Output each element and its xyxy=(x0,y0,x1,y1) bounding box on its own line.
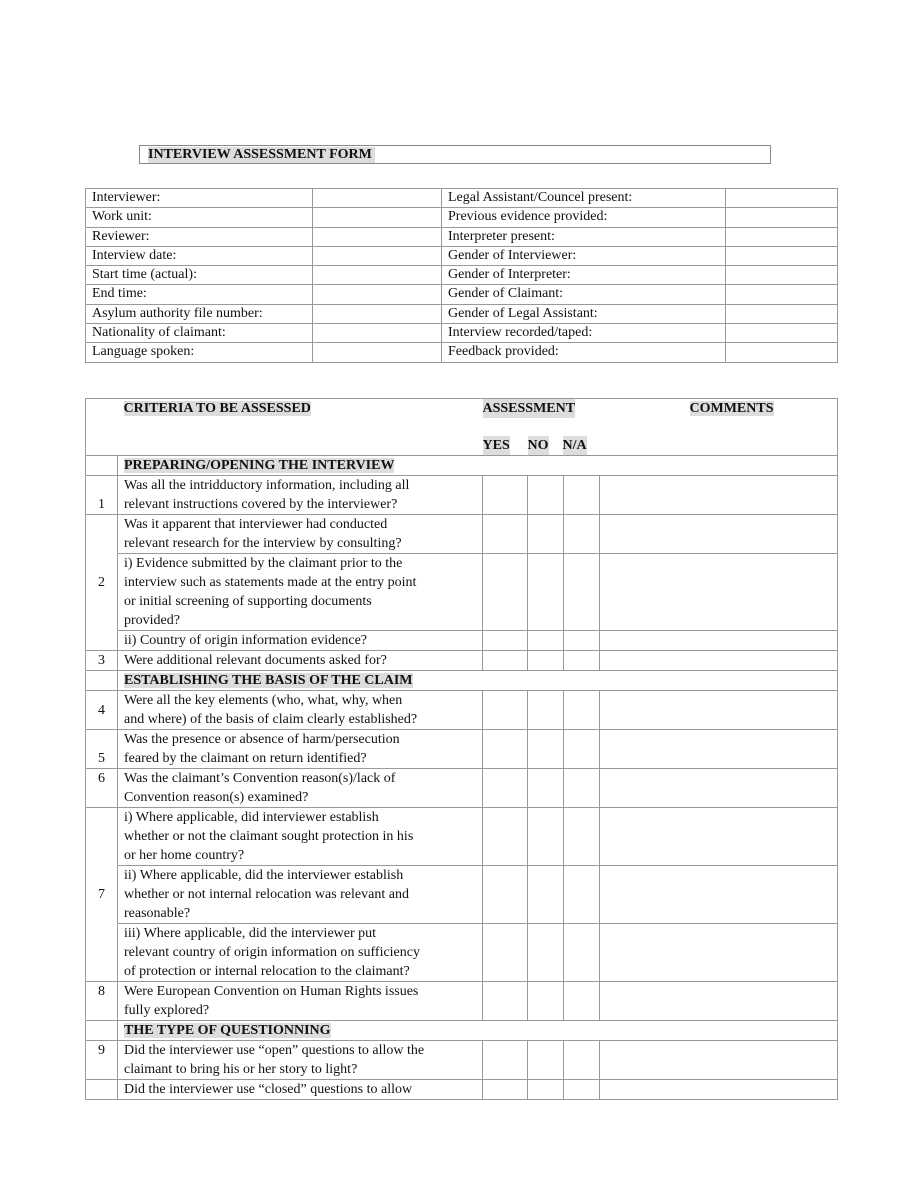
details-table xyxy=(85,188,838,363)
na-checkbox[interactable] xyxy=(564,1080,600,1100)
field-value[interactable] xyxy=(313,285,442,304)
field-label: Interview recorded/taped: xyxy=(442,324,726,343)
no-checkbox[interactable] xyxy=(528,769,564,808)
field-label: Gender of Claimant: xyxy=(442,285,726,304)
yes-checkbox[interactable] xyxy=(483,769,528,808)
field-value[interactable] xyxy=(726,343,838,362)
no-checkbox[interactable] xyxy=(528,651,564,671)
criteria-row xyxy=(86,1041,838,1080)
no-checkbox[interactable] xyxy=(528,1080,564,1100)
field-label: Nationality of claimant: xyxy=(86,324,313,343)
form-title-box xyxy=(139,145,771,164)
field-label: Language spoken: xyxy=(86,343,313,362)
assessment-heading: ASSESSMENT xyxy=(482,401,576,416)
yes-checkbox[interactable] xyxy=(483,1041,528,1080)
section-heading: THE TYPE OF QUESTIONNING xyxy=(124,1023,331,1038)
details-row xyxy=(86,227,838,246)
yes-checkbox[interactable] xyxy=(483,924,528,982)
comments-field[interactable] xyxy=(600,924,838,982)
criteria-table xyxy=(85,398,838,1100)
field-value[interactable] xyxy=(313,304,442,323)
criteria-question: i) Where applicable, did interviewer establish whether or not the claimant sought protection in his or her home country? xyxy=(118,808,483,866)
details-row xyxy=(86,246,838,265)
comments-field[interactable] xyxy=(600,651,838,671)
no-checkbox[interactable] xyxy=(528,1041,564,1080)
criteria-question: Did the interviewer use “open” questions to allow the claimant to bring his or her story to light? xyxy=(118,1041,483,1080)
field-label: Interviewer: xyxy=(86,189,313,208)
comments-field[interactable] xyxy=(600,476,838,515)
field-label: Interview date: xyxy=(86,246,313,265)
yes-checkbox[interactable] xyxy=(483,691,528,730)
details-row xyxy=(86,208,838,227)
na-checkbox[interactable] xyxy=(564,730,600,769)
yes-checkbox[interactable] xyxy=(483,651,528,671)
details-row xyxy=(86,266,838,285)
yes-checkbox[interactable] xyxy=(483,808,528,866)
criteria-question: Did the interviewer use “closed” questions to allow xyxy=(118,1080,483,1100)
criteria-question: Was the claimant’s Convention reason(s)/lack of Convention reason(s) examined? xyxy=(118,769,483,808)
comments-field[interactable] xyxy=(600,691,838,730)
field-label: Feedback provided: xyxy=(442,343,726,362)
criteria-question: ii) Where applicable, did the interviewer establish whether or not internal relocation was relevant and reasonable? xyxy=(118,866,483,924)
criteria-question: Were all the key elements (who, what, why, when and where) of the basis of claim clearly established? xyxy=(118,691,483,730)
field-label: Gender of Legal Assistant: xyxy=(442,304,726,323)
no-checkbox[interactable] xyxy=(528,808,564,866)
section-heading: PREPARING/OPENING THE INTERVIEW xyxy=(124,458,395,473)
field-value[interactable] xyxy=(726,266,838,285)
yes-checkbox[interactable] xyxy=(483,631,528,651)
na-checkbox[interactable] xyxy=(564,651,600,671)
no-checkbox[interactable] xyxy=(528,924,564,982)
yes-heading: YES xyxy=(482,438,510,453)
criteria-row xyxy=(86,691,838,730)
yes-checkbox[interactable] xyxy=(483,982,528,1021)
criteria-row xyxy=(86,866,838,924)
na-checkbox[interactable] xyxy=(564,554,600,631)
criteria-heading: CRITERIA TO BE ASSESSED xyxy=(123,401,311,416)
criteria-row xyxy=(86,769,838,808)
field-value[interactable] xyxy=(313,266,442,285)
criteria-number: 7 xyxy=(86,808,118,982)
comments-field[interactable] xyxy=(600,515,838,554)
field-label: End time: xyxy=(86,285,313,304)
no-checkbox[interactable] xyxy=(528,691,564,730)
criteria-number: 9 xyxy=(86,1041,118,1080)
na-checkbox[interactable] xyxy=(564,631,600,651)
criteria-row xyxy=(86,515,838,554)
no-checkbox[interactable] xyxy=(528,554,564,631)
criteria-row xyxy=(86,631,838,651)
yes-checkbox[interactable] xyxy=(483,476,528,515)
field-label: Previous evidence provided: xyxy=(442,208,726,227)
criteria-number: 5 xyxy=(86,730,118,769)
field-value[interactable] xyxy=(313,343,442,362)
yes-checkbox[interactable] xyxy=(483,866,528,924)
criteria-question: ii) Country of origin information evidence? xyxy=(118,631,483,651)
field-value[interactable] xyxy=(726,189,838,208)
na-checkbox[interactable] xyxy=(564,515,600,554)
no-checkbox[interactable] xyxy=(528,730,564,769)
details-row xyxy=(86,189,838,208)
criteria-number: 1 xyxy=(86,476,118,515)
no-checkbox[interactable] xyxy=(528,866,564,924)
criteria-question: Were European Convention on Human Rights issues fully explored? xyxy=(118,982,483,1021)
no-checkbox[interactable] xyxy=(528,982,564,1021)
na-checkbox[interactable] xyxy=(564,769,600,808)
criteria-row xyxy=(86,808,838,866)
comments-field[interactable] xyxy=(600,554,838,631)
no-checkbox[interactable] xyxy=(528,515,564,554)
criteria-row xyxy=(86,1080,838,1100)
na-checkbox[interactable] xyxy=(564,866,600,924)
details-row xyxy=(86,304,838,323)
field-label: Asylum authority file number: xyxy=(86,304,313,323)
criteria-question: Was all the intridductory information, including all relevant instructions covered by the interviewer? xyxy=(118,476,483,515)
na-checkbox[interactable] xyxy=(564,982,600,1021)
section-heading: ESTABLISHING THE BASIS OF THE CLAIM xyxy=(124,673,413,688)
section-row xyxy=(86,456,838,476)
field-value[interactable] xyxy=(726,324,838,343)
yes-checkbox[interactable] xyxy=(483,554,528,631)
field-label: Work unit: xyxy=(86,208,313,227)
field-value[interactable] xyxy=(726,285,838,304)
comments-heading: COMMENTS xyxy=(689,401,774,416)
criteria-row xyxy=(86,476,838,515)
comments-field[interactable] xyxy=(600,769,838,808)
criteria-row xyxy=(86,982,838,1021)
field-label: Gender of Interviewer: xyxy=(442,246,726,265)
criteria-number: 2 xyxy=(86,515,118,651)
details-row xyxy=(86,285,838,304)
comments-field[interactable] xyxy=(600,730,838,769)
comments-field[interactable] xyxy=(600,1080,838,1100)
field-value[interactable] xyxy=(726,246,838,265)
field-value[interactable] xyxy=(726,304,838,323)
na-checkbox[interactable] xyxy=(564,1041,600,1080)
criteria-row xyxy=(86,651,838,671)
criteria-row xyxy=(86,554,838,631)
field-value[interactable] xyxy=(726,227,838,246)
no-heading: NO xyxy=(527,438,549,453)
field-label: Interpreter present: xyxy=(442,227,726,246)
criteria-question: Was it apparent that interviewer had conducted relevant research for the interview by consulting? xyxy=(118,515,483,554)
criteria-question: i) Evidence submitted by the claimant prior to the interview such as statements made at the entry point or initial screening of supporting documents provided? xyxy=(118,554,483,631)
criteria-header-row xyxy=(86,399,838,456)
na-checkbox[interactable] xyxy=(564,924,600,982)
na-heading: N/A xyxy=(562,438,587,453)
yes-checkbox[interactable] xyxy=(483,730,528,769)
criteria-question: Were additional relevant documents asked for? xyxy=(118,651,483,671)
yes-checkbox[interactable] xyxy=(483,1080,528,1100)
criteria-question: Was the presence or absence of harm/persecution feared by the claimant on return identified? xyxy=(118,730,483,769)
na-checkbox[interactable] xyxy=(564,476,600,515)
details-row xyxy=(86,343,838,362)
field-label: Gender of Interpreter: xyxy=(442,266,726,285)
field-label: Reviewer: xyxy=(86,227,313,246)
no-checkbox[interactable] xyxy=(528,476,564,515)
comments-field[interactable] xyxy=(600,808,838,866)
criteria-number: 3 xyxy=(86,651,118,671)
field-value[interactable] xyxy=(313,189,442,208)
criteria-number: 4 xyxy=(86,691,118,730)
na-checkbox[interactable] xyxy=(564,808,600,866)
section-row xyxy=(86,1021,838,1041)
comments-field[interactable] xyxy=(600,982,838,1021)
comments-field[interactable] xyxy=(600,631,838,651)
no-checkbox[interactable] xyxy=(528,631,564,651)
field-label: Legal Assistant/Councel present: xyxy=(442,189,726,208)
field-value[interactable] xyxy=(313,246,442,265)
criteria-row xyxy=(86,924,838,982)
criteria-number: 8 xyxy=(86,982,118,1021)
form-title: INTERVIEW ASSESSMENT FORM xyxy=(148,147,375,163)
field-value[interactable] xyxy=(726,208,838,227)
comments-field[interactable] xyxy=(600,866,838,924)
criteria-question: iii) Where applicable, did the interviewer put relevant country of origin information on sufficiency of protection or internal relocation to the claimant? xyxy=(118,924,483,982)
yes-checkbox[interactable] xyxy=(483,515,528,554)
criteria-number: 6 xyxy=(86,769,118,808)
field-value[interactable] xyxy=(313,208,442,227)
na-checkbox[interactable] xyxy=(564,691,600,730)
details-row xyxy=(86,324,838,343)
section-row xyxy=(86,671,838,691)
field-label: Start time (actual): xyxy=(86,266,313,285)
comments-field[interactable] xyxy=(600,1041,838,1080)
field-value[interactable] xyxy=(313,324,442,343)
criteria-row xyxy=(86,730,838,769)
field-value[interactable] xyxy=(313,227,442,246)
